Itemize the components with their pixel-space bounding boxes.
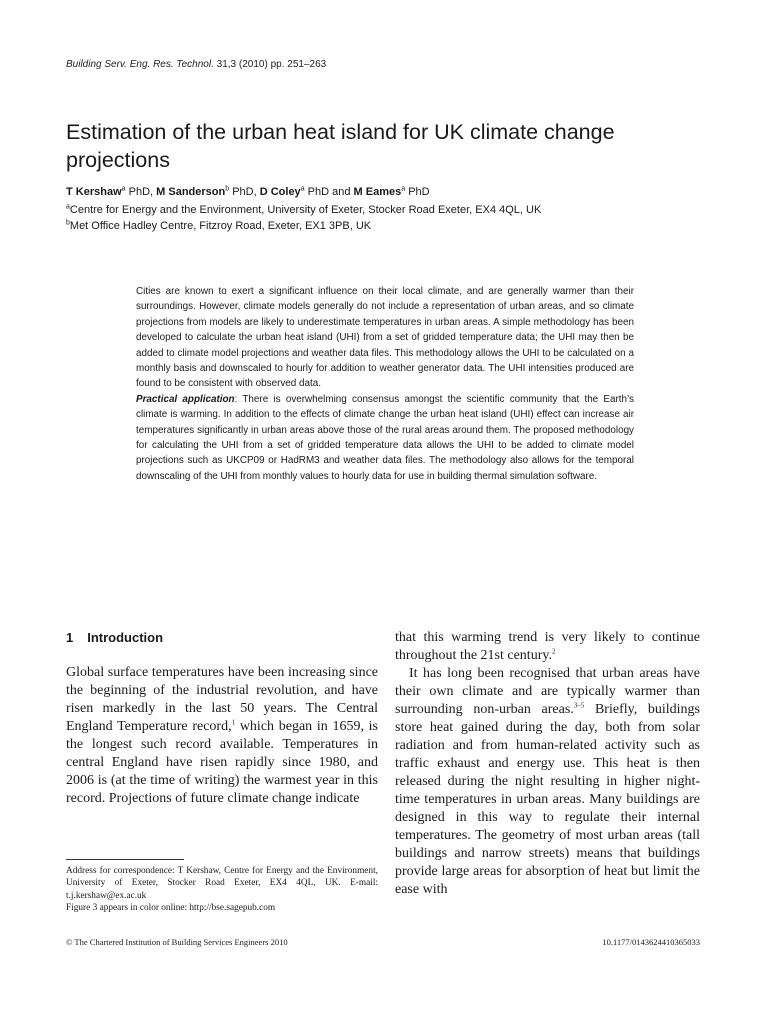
body-paragraph bbox=[395, 629, 700, 665]
citation-ref: 2 bbox=[551, 647, 556, 656]
section-title: Introduction bbox=[87, 630, 164, 645]
author-name: T Kershaw bbox=[66, 186, 122, 198]
author-list bbox=[66, 185, 430, 199]
journal-name: Building Serv. Eng. Res. Technol. bbox=[66, 59, 214, 70]
journal-reference bbox=[66, 59, 326, 70]
affil-text: Met Office Hadley Centre, Fitzroy Road, Exeter, EX1 3PB, UK bbox=[69, 220, 372, 232]
body-paragraph bbox=[395, 665, 700, 899]
figure-note: Figure 3 appears in color online: http://bse.sagepub.com bbox=[66, 903, 276, 914]
author-name: D Coley bbox=[259, 186, 301, 198]
footnote bbox=[66, 865, 378, 915]
body-text: which began in 1659, is the longest such record available. Temperatures in central England have risen rapidly since 1980, and 2006 is (at the time of writing) the warmest year in this record. Projections of future climate change indicate bbox=[66, 719, 379, 806]
author-separator: , bbox=[150, 186, 157, 198]
body-column-left bbox=[66, 664, 378, 808]
body-text: Briefly, buildings store heat gained during the day, both from solar radiation and from human-related activity such as traffic exhaust and energy use. This heat is then released during the night resulting in higher night-time temperatures in urban areas. Many buildings are designed in this way to regulate their internal temperatures. The geometry of most urban areas (tall buildings and narrow streets) means that buildings provide large areas for absorption of heat but limit the ease with bbox=[395, 702, 700, 897]
author-affil-mark: a bbox=[300, 185, 305, 193]
abstract-text: Cities are known to exert a significant influence on their local climate, and are generally warmer than their surroundings. However, climate models generally do not include a representation of urban areas, and so climate projections from models are likely to underestimate temperatures in urban areas. A simple methodology has been developed to calculate the urban heat island (UHI) from a set of gridded temperature data; the UHI may then be added to climate model projections and weather data files. This methodology allows the UHI to be calculated on a monthly basis and downscaled to hourly for addition to weather generator data. The UHI intensities produced are found to be consistent with observed data. bbox=[136, 286, 634, 390]
author-degree: PhD bbox=[128, 186, 151, 198]
copyright-notice: © The Chartered Institution of Building Services Engineers 2010 bbox=[66, 937, 288, 947]
author-name: M Sanderson bbox=[156, 186, 226, 198]
affil-mark: b bbox=[66, 219, 70, 227]
journal-volume: 31,3 (2010) pp. 251–263 bbox=[216, 59, 327, 70]
body-text: Global surface temperatures have been increasing since the beginning of the industrial revolution, and have risen markedly in the last 50 years. The Central England Temperature record, bbox=[66, 665, 378, 734]
affil-text: Centre for Energy and the Environment, University of Exeter, Stocker Road Exeter, EX4 4QL, UK bbox=[69, 204, 542, 216]
author-name: M Eames bbox=[353, 186, 402, 198]
body-text: that this warming trend is very likely to continue throughout the 21st century. bbox=[395, 630, 700, 663]
author-affil-mark: a bbox=[121, 185, 126, 193]
practical-application-text: : There is overwhelming consensus amongst the scientific community that the Earth’s climate is warming. In addition to the effects of climate change the urban heat island (UHI) effect can increase air temperatures significantly in urban areas above those of the rural areas around them. The proposed methodology for calculating the UHI from a set of gridded temperature data allows the UHI to be added to climate model projections such as UKCP09 or HadRM3 and weather data files. The methodology also allows for the temporal downscaling of the UHI from monthly values to hourly data for use in building thermal simulation software. bbox=[136, 393, 634, 482]
author-degree: PhD bbox=[307, 186, 330, 198]
affiliation-b bbox=[66, 219, 371, 233]
section-number: 1 bbox=[66, 630, 74, 645]
footnote-divider bbox=[66, 859, 184, 860]
affil-mark: a bbox=[66, 203, 70, 211]
author-affil-mark: a bbox=[401, 185, 406, 193]
author-affil-mark: b bbox=[225, 185, 230, 193]
author-separator: and bbox=[329, 186, 354, 198]
practical-application-label: Practical application bbox=[136, 393, 235, 405]
section-heading bbox=[66, 630, 163, 645]
affiliation-a bbox=[66, 203, 541, 217]
doi: 10.1177/0143624410365033 bbox=[602, 937, 700, 947]
citation-ref: 1 bbox=[231, 718, 236, 727]
practical-application bbox=[136, 392, 634, 484]
body-column-right bbox=[395, 629, 700, 899]
body-text: It has long been recognised that urban areas have their own climate and are typically warmer than surrounding non-urban areas. bbox=[395, 666, 700, 717]
correspondence-note: Address for correspondence: T Kershaw, Centre for Energy and the Environment, University of Exeter, Stocker Road Exeter, EX4 4QL, UK. E-mail: t.j.kershaw@ex.ac.uk bbox=[66, 866, 378, 901]
author-degree: PhD bbox=[408, 186, 430, 198]
author-degree: PhD bbox=[232, 186, 254, 198]
author-separator: , bbox=[253, 186, 260, 198]
abstract bbox=[136, 284, 634, 484]
paper-title: Estimation of the urban heat island for UK climate change projections bbox=[66, 120, 615, 172]
citation-ref: 3–5 bbox=[573, 701, 585, 710]
body-paragraph bbox=[66, 664, 378, 808]
